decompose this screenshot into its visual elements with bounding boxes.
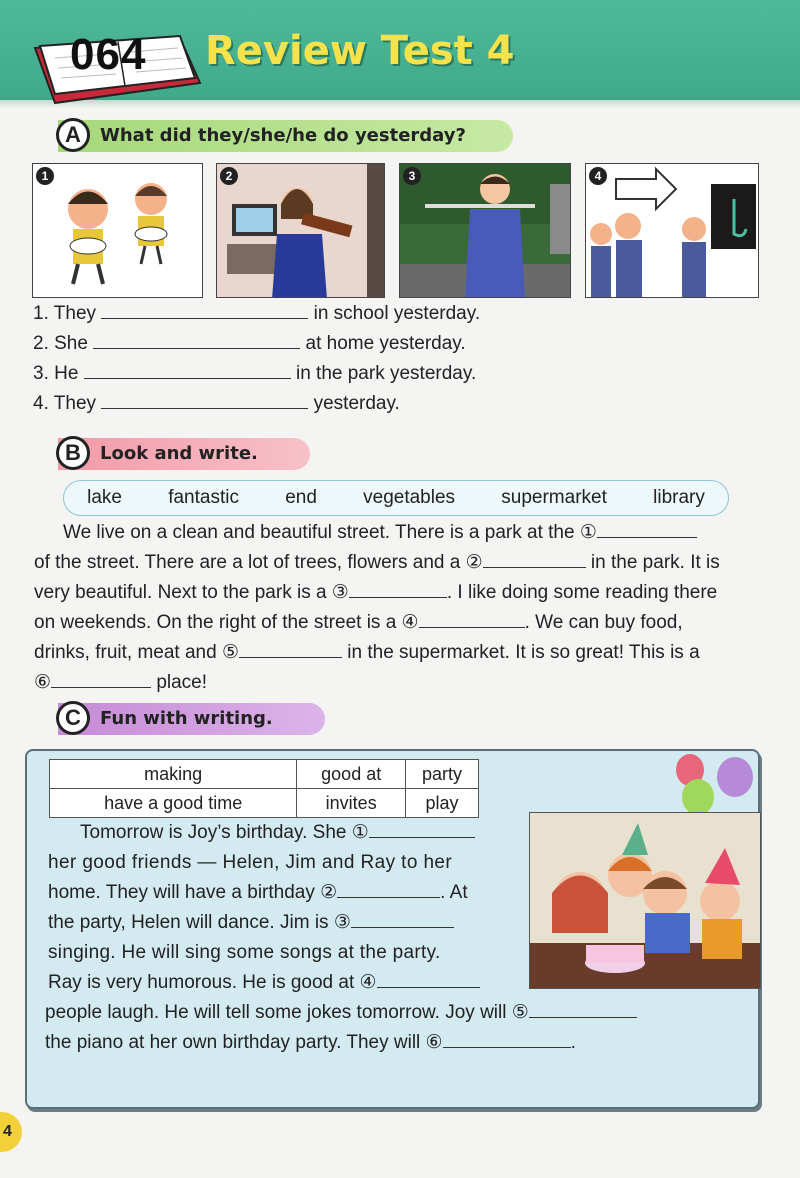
table-cell: invites — [297, 789, 406, 818]
table-row — [50, 789, 479, 818]
answer-blank[interactable] — [443, 1032, 571, 1048]
picture-number: 4 — [589, 167, 607, 185]
passage-line: on weekends. On the right of the street is a ④ . We can buy food, — [34, 612, 683, 633]
flute-player-illustration — [400, 164, 571, 298]
drummers-illustration — [33, 164, 203, 298]
passage-line: of the street. There are a lot of trees, flowers and a ② in the park. It is — [34, 552, 720, 573]
answer-blank[interactable] — [337, 882, 440, 898]
section-a-banner — [58, 120, 513, 152]
passage-line: the piano at her own birthday party. They will ⑥ . — [45, 1032, 576, 1053]
sentence-2: 2. She at home yesterday. — [33, 333, 466, 354]
word-table — [49, 759, 479, 818]
section-letter: A — [56, 118, 90, 152]
passage-line: home. They will have a birthday ② . At — [48, 882, 468, 903]
answer-blank[interactable] — [101, 393, 308, 409]
passage-line: singing. He will sing some songs at the party. — [48, 942, 441, 963]
word-bank-item: vegetables — [363, 487, 456, 508]
picture-number: 2 — [220, 167, 238, 185]
test-number: 064 — [70, 30, 147, 79]
passage-line: Tomorrow is Joy’s birthday. She ① — [80, 818, 475, 848]
answer-blank[interactable] — [51, 672, 151, 688]
passage-line: ⑥ place! — [34, 672, 208, 693]
passage-line: Ray is very humorous. He is good at ④ — [48, 968, 480, 998]
answer-blank[interactable] — [377, 972, 480, 988]
picture-violinist — [216, 163, 385, 298]
picture-birthday-party — [529, 812, 761, 989]
word-bank-item: supermarket — [501, 487, 607, 508]
word-bank-item: library — [653, 487, 705, 508]
violinist-illustration — [217, 164, 385, 298]
answer-blank[interactable] — [529, 1002, 637, 1018]
section-title: Look and write. — [100, 443, 258, 464]
sentence-3: 3. He in the park yesterday. — [33, 363, 477, 384]
table-cell: have a good time — [50, 789, 297, 818]
answer-blank[interactable] — [369, 822, 475, 838]
table-cell: good at — [297, 760, 406, 789]
picture-flute-player — [399, 163, 571, 298]
passage-line: people laugh. He will tell some jokes tomorrow. Joy will ⑤ — [45, 998, 637, 1028]
answer-blank[interactable] — [351, 912, 454, 928]
picture-number: 3 — [403, 167, 421, 185]
table-cell: party — [406, 760, 479, 789]
picture-painters — [585, 163, 759, 298]
sentence-4: 4. They yesterday. — [33, 393, 400, 414]
section-letter: B — [56, 436, 90, 470]
answer-blank[interactable] — [597, 522, 697, 538]
birthday-party-illustration — [530, 813, 761, 989]
page-title: Review Test 4 — [205, 28, 515, 74]
table-cell: play — [406, 789, 479, 818]
picture-drummers — [32, 163, 203, 298]
answer-blank[interactable] — [419, 612, 525, 628]
word-bank-item: lake — [87, 487, 122, 508]
answer-blank[interactable] — [84, 363, 291, 379]
word-bank-item: end — [285, 487, 317, 508]
answer-blank[interactable] — [239, 642, 342, 658]
page-number: 4 — [0, 1112, 22, 1152]
picture-number: 1 — [36, 167, 54, 185]
section-b-banner — [58, 438, 310, 470]
answer-blank[interactable] — [483, 552, 586, 568]
sentence-1: 1. They in school yesterday. — [33, 303, 481, 324]
section-title: What did they/she/he do yesterday? — [100, 125, 466, 146]
answer-blank[interactable] — [101, 303, 308, 319]
word-bank-item: fantastic — [168, 487, 239, 508]
painters-illustration — [586, 164, 759, 298]
passage-line: the party, Helen will dance. Jim is ③ — [48, 908, 454, 938]
passage-line: drinks, fruit, meat and ⑤ in the supermarket. It is so great! This is a — [34, 642, 700, 663]
answer-blank[interactable] — [93, 333, 300, 349]
passage-line: very beautiful. Next to the park is a ③ . I like doing some reading there — [34, 582, 718, 603]
passage-line: her good friends — Helen, Jim and Ray to her — [48, 852, 453, 873]
table-row — [50, 760, 479, 789]
section-c-banner — [58, 703, 325, 735]
section-letter: C — [56, 701, 90, 735]
table-cell: making — [50, 760, 297, 789]
section-title: Fun with writing. — [100, 708, 273, 729]
word-bank — [63, 480, 729, 516]
answer-blank[interactable] — [349, 582, 447, 598]
passage-line: We live on a clean and beautiful street. There is a park at the ① — [63, 518, 697, 548]
